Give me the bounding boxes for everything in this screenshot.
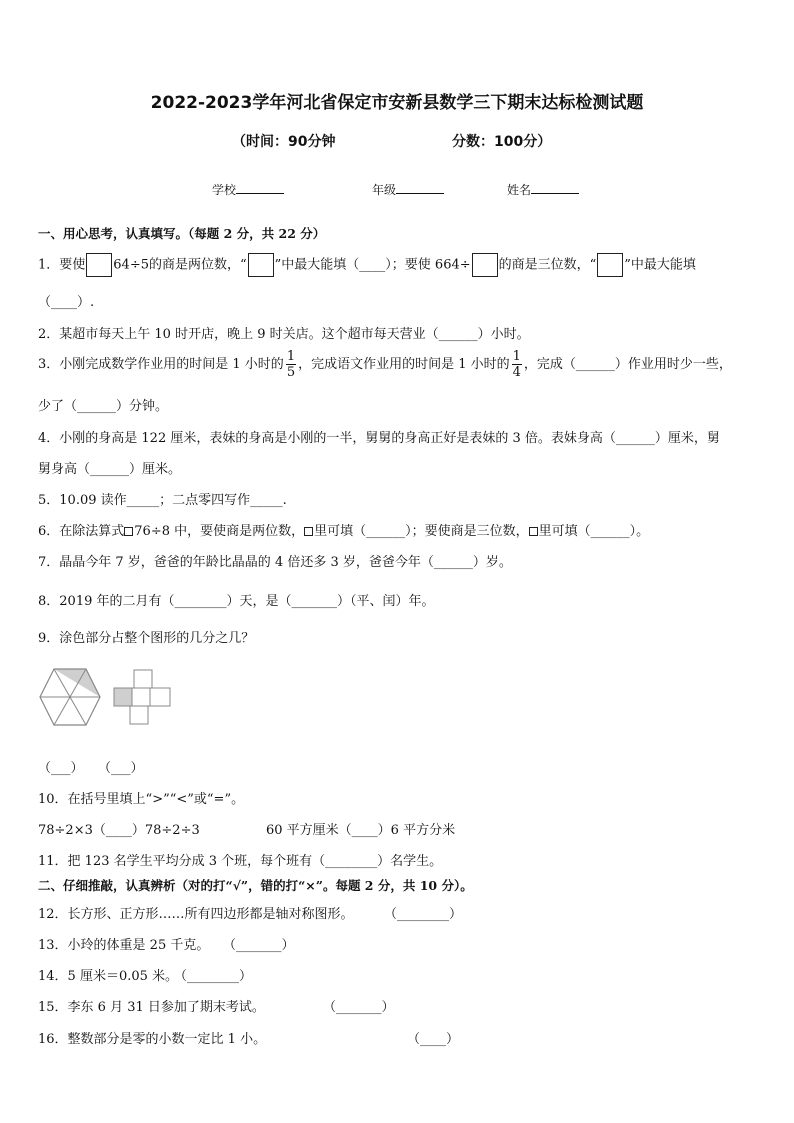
answer-box[interactable] <box>597 253 623 277</box>
grade-blank[interactable] <box>396 181 444 194</box>
q1-text-2: 64÷5的商是两位数，“ <box>113 257 247 273</box>
question-8: 8．2019 年的二月有（________）天，是（_______）（平、闰）年。 <box>38 594 435 609</box>
name-blank[interactable] <box>531 181 579 194</box>
grade-field <box>372 181 444 198</box>
q3-text-1: 3．小刚完成数学作业用的时间是 1 小时的 <box>38 357 284 372</box>
question-5: 5．10.09 读作_____；二点零四写作_____. <box>38 493 287 508</box>
question-1 <box>38 253 696 277</box>
school-field <box>212 181 284 198</box>
q9-answer-1[interactable]: （___） <box>38 761 84 776</box>
shaded-square <box>114 688 132 706</box>
question-14: 14．5 厘米＝0.05 米。 <box>38 969 179 984</box>
q9-answer-2[interactable]: （___） <box>98 761 144 776</box>
question-3 <box>38 349 732 380</box>
q6-text-3: 里可填（______）；要使商是三位数， <box>314 524 529 539</box>
hexagon-figure <box>38 668 102 726</box>
q13-answer[interactable]: （_______） <box>223 938 295 953</box>
exam-time: （时间：90分钟 <box>232 134 336 150</box>
fraction-one-fourth: $\frac{1}{4}$ <box>512 349 521 380</box>
q1-text-1: 1．要使 <box>38 257 86 273</box>
q16-answer[interactable]: （____） <box>407 1032 460 1047</box>
q12-answer[interactable]: （________） <box>384 907 463 922</box>
question-13: 13．小玲的体重是 25 千克。 <box>38 938 210 953</box>
fraction-one-fifth: $\frac{1}{5}$ <box>286 349 296 380</box>
question-12: 12．长方形、正方形……所有四边形都是轴对称图形。 <box>38 907 354 922</box>
question-16: 16．整数部分是零的小数一定比 1 小。 <box>38 1032 267 1047</box>
blank-square[interactable] <box>124 527 133 536</box>
exam-score: 分数：100分） <box>452 134 552 150</box>
q6-text-2: 76÷8 中，要使商是两位数， <box>134 524 305 539</box>
q1-text-6: （____）. <box>38 295 95 310</box>
question-11: 11．把 123 名学生平均分成 3 个班，每个班有（________）名学生。 <box>38 854 443 869</box>
q6-text-4: 里可填（______）。 <box>538 524 650 539</box>
answer-box[interactable] <box>472 253 498 277</box>
section-1-heading: 一、用心思考，认真填写。（每题 2 分，共 22 分） <box>38 226 326 241</box>
question-9: 9．涂色部分占整个图形的几分之几？ <box>38 631 255 646</box>
name-label: 姓名 <box>507 183 532 197</box>
blank-square[interactable] <box>304 527 313 536</box>
blank-square[interactable] <box>529 527 538 536</box>
cross-figure <box>112 668 174 726</box>
grade-label: 年级 <box>372 183 397 197</box>
q3-text-4: 少了（______）分钟。 <box>38 399 169 414</box>
q10-expression-1: 78÷2×3（____）78÷2÷3 <box>38 823 200 838</box>
q1-text-5: ”中最大能填 <box>624 257 696 273</box>
question-6 <box>38 520 649 539</box>
answer-box[interactable] <box>248 253 274 277</box>
q3-text-3: ，完成（______）作业用时少一些， <box>523 357 732 372</box>
question-15: 15．李东 6 月 31 日参加了期末考试。 <box>38 1000 265 1015</box>
answer-box[interactable] <box>86 253 112 277</box>
q3-text-2: ，完成语文作业用的时间是 1 小时的 <box>298 357 510 372</box>
school-label: 学校 <box>212 183 237 197</box>
question-10: 10．在括号里填上“>”“<”或“=”。 <box>38 792 245 807</box>
name-field <box>507 181 579 198</box>
q1-text-4: 的商是三位数，“ <box>498 257 597 273</box>
question-2: 2．某超市每天上午 10 时开店，晚上 9 时关店。这个超市每天营业（______）小时。 <box>38 327 530 342</box>
q15-answer[interactable]: （_______） <box>323 1000 395 1015</box>
question-4-line-2: 舅身高（______）厘米。 <box>38 462 182 477</box>
q14-answer[interactable]: （________） <box>174 969 253 984</box>
question-4-line-1: 4．小刚的身高是 122 厘米，表妹的身高是小刚的一半，舅舅的身高正好是表妹的 3 倍。表妹身高（______）厘米，舅 <box>38 431 720 446</box>
school-blank[interactable] <box>236 181 284 194</box>
question-7: 7．晶晶今年 7 岁，爸爸的年龄比晶晶的 4 倍还多 3 岁，爸爸今年（______）岁。 <box>38 555 512 570</box>
q10-expression-2: 60 平方厘米（____）6 平方分米 <box>266 823 456 838</box>
q1-text-3: ”中最大能填（____）；要使 664÷ <box>274 257 471 273</box>
q6-text-1: 6．在除法算式 <box>38 524 125 539</box>
section-2-heading: 二、仔细推敲，认真辨析（对的打“√”，错的打“×”。每题 2 分，共 10 分）。 <box>38 878 473 893</box>
page-title: 2022-2023学年河北省保定市安新县数学三下期末达标检测试题 <box>150 93 644 113</box>
